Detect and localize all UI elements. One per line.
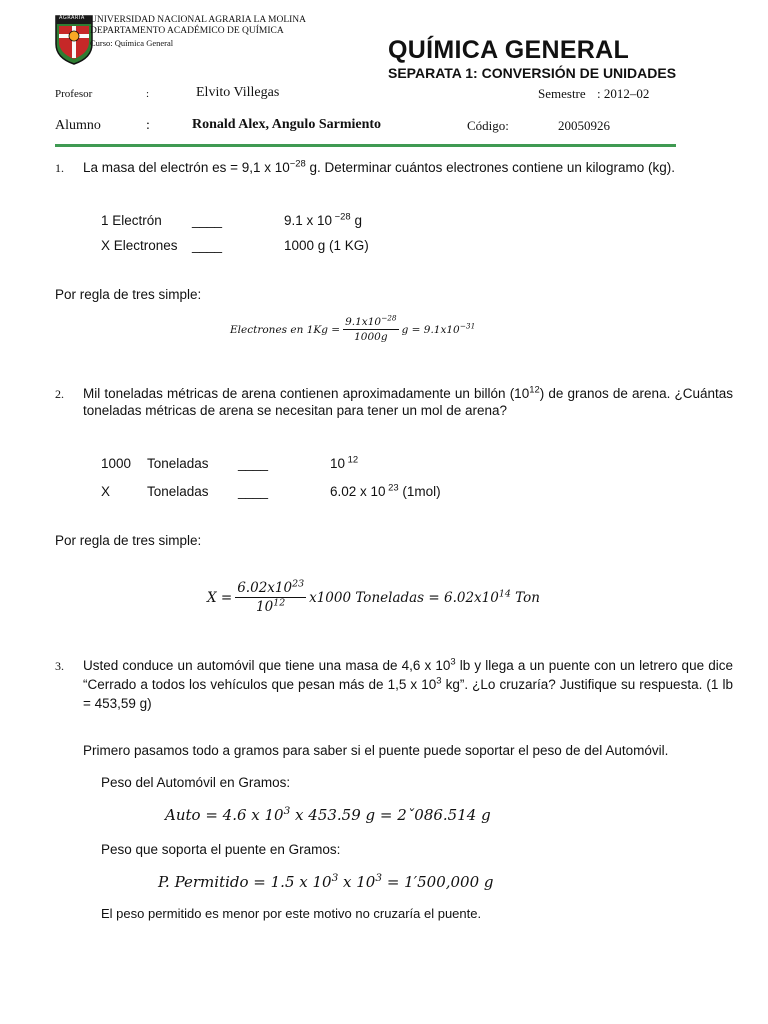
q2-eq-rhs-exponent: 14 bbox=[498, 588, 511, 599]
q2-row2-number: 6.02 x 10 bbox=[330, 484, 386, 499]
q2-eq-den-base: 10 bbox=[256, 599, 274, 615]
q1-eq-num-exponent: −28 bbox=[381, 313, 397, 323]
q1-statement-text: La masa del electrón es = 9,1 x 10 bbox=[83, 160, 290, 175]
q2-row1-exponent: 12 bbox=[345, 454, 359, 466]
q3-auto-equation bbox=[165, 806, 491, 824]
q3-number: 3. bbox=[55, 659, 64, 673]
q3-bridge-equation bbox=[158, 873, 494, 891]
q3-bridge-eq-rest: = 1′500,000 g bbox=[382, 873, 494, 891]
q3-statement-text: Usted conduce un automóvil que tiene una masa de 4,6 x 10 bbox=[83, 658, 451, 673]
q1-row1-blank: ____ bbox=[192, 213, 223, 228]
q1-eq-denominator: 1000g bbox=[354, 331, 388, 343]
q1-row1-value bbox=[284, 213, 362, 228]
q2-row2-amount: X bbox=[101, 484, 111, 499]
q2-row1-number: 10 bbox=[330, 456, 346, 471]
q1-eq-fraction bbox=[343, 313, 398, 343]
q3-statement bbox=[83, 656, 733, 713]
q3-bridge-eq-exponent-1: 3 bbox=[331, 872, 339, 884]
q2-row2-blank: ____ bbox=[238, 484, 269, 499]
q2-eq-numerator bbox=[235, 580, 306, 598]
q2-row2-value bbox=[330, 484, 441, 499]
profesor-label: Profesor bbox=[55, 88, 93, 100]
logo-text: AGRARIA bbox=[59, 15, 85, 21]
q3-auto-eq-base: Auto = 4.6 x 10 bbox=[165, 806, 284, 824]
course-name: Curso: Química General bbox=[90, 38, 174, 48]
semestre-value: : 2012–02 bbox=[597, 86, 650, 101]
q1-row1-unit: g bbox=[350, 213, 362, 228]
q1-eq-num-base: 9.1x10 bbox=[345, 316, 382, 328]
profesor-name: Elvito Villegas bbox=[196, 85, 280, 100]
q2-row1-value bbox=[330, 456, 358, 471]
q1-eq-lhs: Electrones en 1Kg = bbox=[230, 323, 341, 336]
q3-bridge-eq-exponent-2: 3 bbox=[375, 872, 383, 884]
q3-auto-eq-exponent: 3 bbox=[283, 805, 291, 817]
q3-statement-exponent-1: 3 bbox=[450, 656, 456, 668]
q1-row2-value: 1000 g (1 KG) bbox=[284, 238, 369, 253]
page-title: QUÍMICA GENERAL bbox=[388, 36, 630, 64]
q2-statement-text: Mil toneladas métricas de arena contienen aproximadamente un billón (10 bbox=[83, 386, 530, 401]
q2-row2-tail: (1mol) bbox=[398, 484, 441, 499]
alumno-colon: : bbox=[146, 118, 150, 133]
q1-eq-rhs bbox=[401, 321, 476, 336]
q1-row1-number: 9.1 x 10 bbox=[284, 213, 333, 228]
q2-eq-den-exponent: 12 bbox=[273, 597, 286, 609]
q2-row1-unit: Toneladas bbox=[147, 456, 209, 471]
q1-eq-rhs-base: g = 9.1x10 bbox=[401, 323, 460, 336]
q3-bridge-label: Peso que soporta el puente en Gramos: bbox=[101, 842, 341, 857]
q1-eq-rhs-exponent: −31 bbox=[459, 321, 476, 330]
alumno-label: Alumno bbox=[55, 118, 101, 133]
q3-auto-label: Peso del Automóvil en Gramos: bbox=[101, 775, 291, 790]
q2-eq-rhs-unit: Ton bbox=[510, 589, 540, 606]
profesor-colon: : bbox=[146, 88, 150, 100]
q1-row1-label: 1 Electrón bbox=[101, 213, 162, 228]
q2-equation bbox=[207, 580, 540, 615]
q2-row1-amount: 1000 bbox=[101, 456, 132, 471]
q1-statement-exponent: −28 bbox=[289, 158, 306, 170]
page-subtitle: SEPARATA 1: CONVERSIÓN DE UNIDADES bbox=[388, 65, 677, 81]
codigo-label: Código: bbox=[467, 118, 509, 133]
semestre-label: Semestre bbox=[538, 86, 586, 101]
q3-statement-text-mid: lb y llega a un puente con un letrero que dice “Cerrado a todos los vehículos que pesan más de 1,5 x 10 bbox=[83, 658, 733, 692]
q2-row2-unit: Toneladas bbox=[147, 484, 209, 499]
q2-eq-rhs bbox=[309, 590, 540, 606]
header-divider bbox=[55, 144, 676, 147]
q3-conclusion: El peso permitido es menor por este motivo no cruzaría el puente. bbox=[101, 906, 482, 921]
university-name: UNIVERSIDAD NACIONAL AGRARIA LA MOLINA bbox=[90, 15, 307, 25]
q1-row2-blank: ____ bbox=[192, 238, 223, 253]
q1-equation bbox=[230, 313, 476, 343]
q3-bridge-eq-mid: x 10 bbox=[338, 873, 376, 891]
q1-row1-exponent: −28 bbox=[332, 211, 351, 223]
alumno-name: Ronald Alex, Angulo Sarmiento bbox=[192, 117, 382, 132]
q2-row2-exponent: 23 bbox=[385, 482, 399, 494]
q3-statement-text-end: kg”. ¿Lo cruzaría? Justifique su respuesta. (1 lb = 453,59 g) bbox=[83, 677, 733, 711]
q2-eq-num-exponent: 23 bbox=[292, 578, 305, 590]
q3-auto-eq-rest: x 453.59 g = 2ˇ086.514 g bbox=[290, 806, 491, 824]
q2-eq-rhs-base: x1000 Toneladas = 6.02x10 bbox=[309, 589, 499, 606]
q2-row1-blank: ____ bbox=[238, 456, 269, 471]
q2-eq-denominator bbox=[254, 598, 287, 615]
q2-number: 2. bbox=[55, 387, 64, 401]
department-name: DEPARTAMENTO ACADÉMICO DE QUÍMICA bbox=[90, 26, 284, 36]
q1-statement-text-end: g. Determinar cuántos electrones contiene un kilogramo (kg). bbox=[305, 160, 675, 175]
university-logo bbox=[54, 14, 94, 66]
q1-number: 1. bbox=[55, 161, 64, 175]
q1-eq-numerator bbox=[343, 313, 398, 330]
q2-eq-num-base: 6.02x10 bbox=[237, 580, 293, 596]
q2-rule-label: Por regla de tres simple: bbox=[55, 533, 202, 548]
q3-intro: Primero pasamos todo a gramos para saber si el puente puede soportar el peso de del Automóvil. bbox=[83, 743, 669, 758]
q1-rule-label: Por regla de tres simple: bbox=[55, 287, 202, 302]
q2-statement-exponent: 12 bbox=[529, 384, 540, 396]
q2-eq-lhs: X = bbox=[207, 589, 233, 606]
q3-statement-exponent-2: 3 bbox=[436, 675, 442, 687]
q1-statement bbox=[83, 160, 743, 175]
codigo-value: 20050926 bbox=[558, 118, 610, 133]
q2-statement bbox=[83, 385, 733, 419]
q2-statement-text-end: ) de granos de arena. ¿Cuántas toneladas métricas de arena se necesitan para tener un mol de arena? bbox=[83, 386, 733, 418]
q1-row2-label: X Electrones bbox=[101, 238, 178, 253]
q3-bridge-eq-base: P. Permitido = 1.5 x 10 bbox=[158, 873, 332, 891]
q2-eq-fraction bbox=[235, 580, 306, 615]
